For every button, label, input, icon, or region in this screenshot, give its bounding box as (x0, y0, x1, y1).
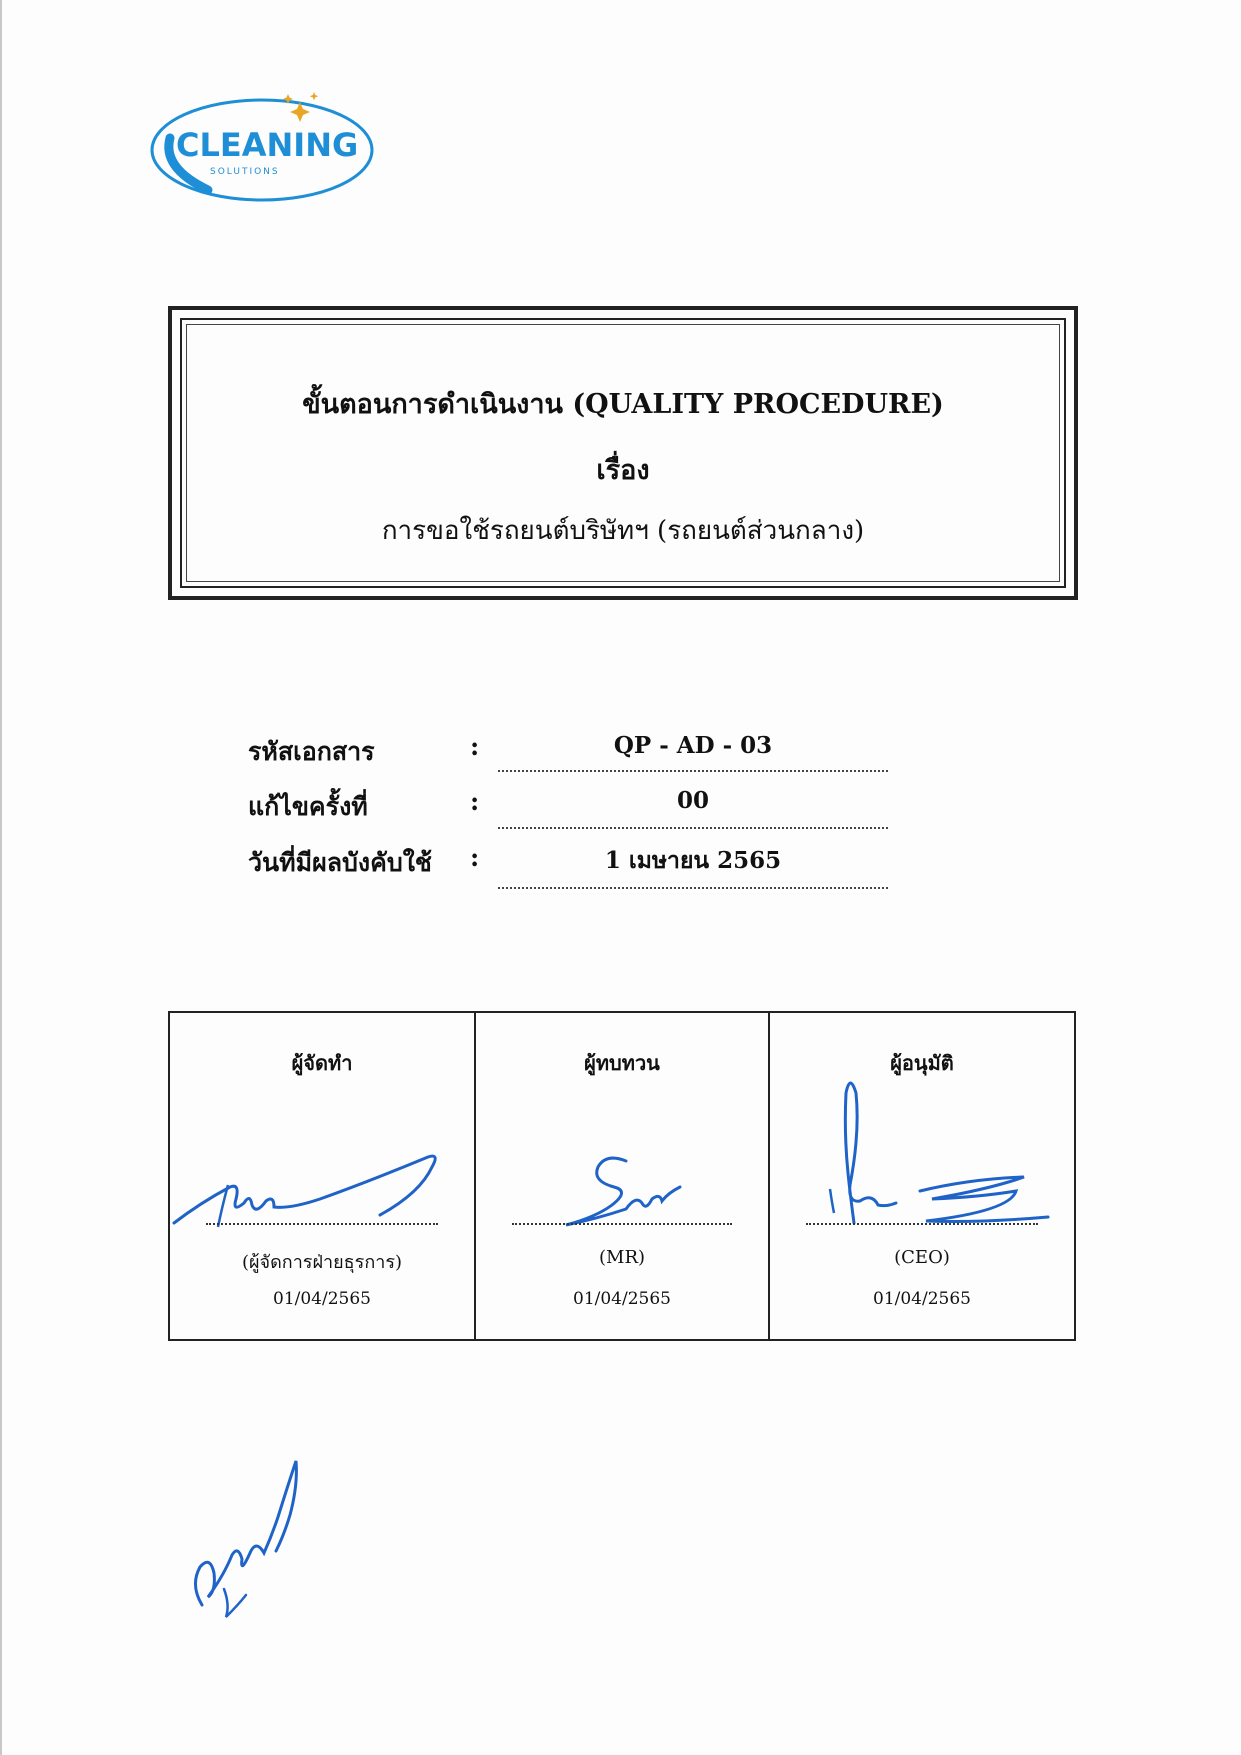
info-label: รหัสเอกสาร (248, 737, 375, 766)
info-value: 00 (676, 787, 709, 814)
signature-date: 01/04/2565 (573, 1289, 671, 1309)
dotted-line (498, 770, 888, 772)
info-row-revision (0, 787, 1241, 843)
info-colon: : (470, 732, 480, 761)
signature-heading: ผู้อนุมัติ (890, 1051, 954, 1075)
title-box (168, 306, 1078, 600)
signature-line (806, 1223, 1038, 1225)
info-row-document-code (0, 732, 1241, 788)
dotted-line (498, 827, 888, 829)
signature-heading: ผู้ทบทวน (584, 1051, 660, 1075)
subject-topic: การขอใช้รถยนต์บริษัทฯ (รถยนต์ส่วนกลาง) (381, 516, 865, 546)
subject-label: เรื่อง (596, 455, 650, 486)
info-label: แก้ไขครั้งที่ (248, 792, 368, 821)
signature-role: (MR) (598, 1247, 646, 1268)
info-colon: : (470, 843, 480, 872)
handwritten-initial-signature (180, 1455, 320, 1625)
preparer-signature (170, 1143, 470, 1233)
info-value: 1 เมษายน 2565 (604, 847, 782, 874)
signature-date: 01/04/2565 (273, 1289, 371, 1309)
approver-signature (820, 1073, 1060, 1233)
signature-cell-approver (768, 1013, 1074, 1339)
signature-cell-reviewer (474, 1013, 768, 1339)
dotted-line (498, 887, 888, 889)
cleaning-solutions-logo (148, 88, 378, 208)
signature-line (206, 1223, 438, 1225)
info-row-effective-date (0, 843, 1241, 899)
signature-date: 01/04/2565 (873, 1289, 971, 1309)
info-label: วันที่มีผลบังคับใช้ (248, 848, 432, 877)
logo-tagline-text: SOLUTIONS (210, 167, 280, 177)
signature-role: (CEO) (894, 1247, 950, 1268)
info-colon: : (470, 787, 480, 816)
signature-cell-preparer (170, 1013, 474, 1339)
signature-table (168, 1011, 1076, 1341)
signature-role: (ผู้จัดการฝ่ายธุรการ) (241, 1252, 403, 1273)
info-value: QP - AD - 03 (613, 732, 773, 759)
signature-line (512, 1223, 732, 1225)
document-title: ขั้นตอนการดำเนินงาน (QUALITY PROCEDURE) (302, 389, 944, 420)
signature-heading: ผู้จัดทำ (291, 1051, 353, 1075)
logo-brand-text: CLEANING (176, 126, 359, 164)
reviewer-signature (556, 1143, 706, 1233)
